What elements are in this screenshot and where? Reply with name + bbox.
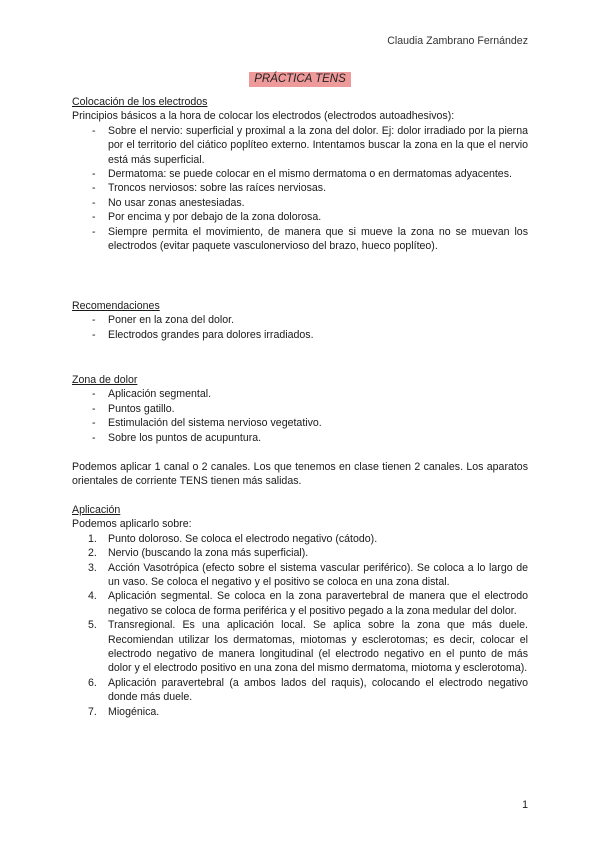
list-item: - Poner en la zona del dolor. xyxy=(72,313,528,327)
section-recomendaciones xyxy=(72,299,528,342)
list-aplicacion xyxy=(72,532,528,719)
page-title: PRÁCTICA TENS xyxy=(249,72,351,87)
list-item: - Estimulación del sistema nervioso vegetativo. xyxy=(72,416,528,430)
section-heading-aplicacion: Aplicación xyxy=(72,504,121,516)
item-number: 3. xyxy=(88,561,97,574)
item-text: Punto doloroso. Se coloca el electrodo negativo (cátodo). xyxy=(108,532,378,545)
section-intro-colocacion: Principios básicos a la hora de colocar los electrodos (electrodos autoadhesivos): xyxy=(72,110,455,123)
list-item: - Dermatoma: se puede colocar en el mismo dermatoma o en dermatomas adyacentes. xyxy=(72,167,528,181)
item-number: 2. xyxy=(88,547,97,560)
list-item xyxy=(72,546,528,560)
section-heading-zona: Zona de dolor xyxy=(72,374,138,386)
list-item: - Puntos gatillo. xyxy=(72,402,528,416)
item-text: Transregional. Es una aplicación local. Se aplica sobre la zona que más duele. Recomiendan utilizar los dermatomas, miotomas y esclerotomas; es decir, colocar el electrodo negativo de manera longitudinal (el electrodo negativo en el punto de más dolor y el electrodo positivo en una zona del mismo dermatoma, miotoma y esclerotoma). xyxy=(108,619,528,675)
item-number: 6. xyxy=(88,676,97,689)
section-zona xyxy=(72,373,528,445)
section-aplicacion xyxy=(72,503,528,719)
section-heading-colocacion: Colocación de los electrodos xyxy=(72,96,208,108)
item-text: Miogénica. xyxy=(108,705,160,718)
list-item: - Aplicación segmental. xyxy=(72,387,528,401)
list-item: - Sobre los puntos de acupuntura. xyxy=(72,431,528,445)
item-text: Acción Vasotrópica (efecto sobre el sistema vascular periférico). Se coloca a lo largo de un vaso. Se coloca el negativo y el positivo se coloca en una zona distal. xyxy=(108,561,528,589)
item-text: Nervio (buscando la zona más superficial). xyxy=(108,547,309,560)
list-item xyxy=(72,561,528,590)
item-number: 5. xyxy=(88,619,97,632)
list-item xyxy=(72,705,528,719)
title-wrap xyxy=(72,72,528,87)
section-heading-recomendaciones: Recomendaciones xyxy=(72,300,160,312)
list-colocacion xyxy=(72,124,528,254)
list-zona xyxy=(72,387,528,445)
author-name: Claudia Zambrano Fernández xyxy=(387,35,528,47)
list-item: - Electrodos grandes para dolores irradiados. xyxy=(72,328,528,342)
item-number: 4. xyxy=(88,590,97,603)
list-item xyxy=(72,589,528,618)
section-canales xyxy=(72,460,528,489)
list-item xyxy=(72,618,528,676)
list-item: - Por encima y por debajo de la zona dolorosa. xyxy=(72,210,528,224)
item-text: Aplicación paravertebral (a ambos lados del raquis), colocando el electrodo negativo donde más duele. xyxy=(108,676,528,704)
list-item: - No usar zonas anestesiadas. xyxy=(72,196,528,210)
list-item xyxy=(72,676,528,705)
item-text: Aplicación segmental. Se coloca en la zona paravertebral de manera que el electrodo negativo se coloca de forma periférica y el positivo pegado a la zona medular del dolor. xyxy=(108,590,528,617)
list-item: - Sobre el nervio: superficial y proximal a la zona del dolor. Ej: dolor irradiado por la pierna por el territorio del ciático poplíteo externo. Intentamos buscar la zona en la que el nervio está más superficial. xyxy=(72,124,528,167)
item-number: 1. xyxy=(88,532,97,545)
section-intro-aplicacion: Podemos aplicarlo sobre: xyxy=(72,518,192,531)
section-colocacion xyxy=(72,95,528,253)
item-number: 7. xyxy=(88,705,97,718)
list-item: - Siempre permita el movimiento, de manera que si mueve la zona no se muevan los electrodos (evitar paquete vasculonervioso del brazo, hueco poplíteo). xyxy=(72,225,528,254)
list-item xyxy=(72,532,528,546)
list-recomendaciones xyxy=(72,313,528,342)
page-number: 1 xyxy=(522,798,528,811)
paragraph-canales: Podemos aplicar 1 canal o 2 canales. Los que tenemos en clase tienen 2 canales. Los aparatos orientales de corriente TENS tienen más salidas. xyxy=(72,461,528,488)
list-item: - Troncos nerviosos: sobre las raíces nerviosas. xyxy=(72,181,528,195)
